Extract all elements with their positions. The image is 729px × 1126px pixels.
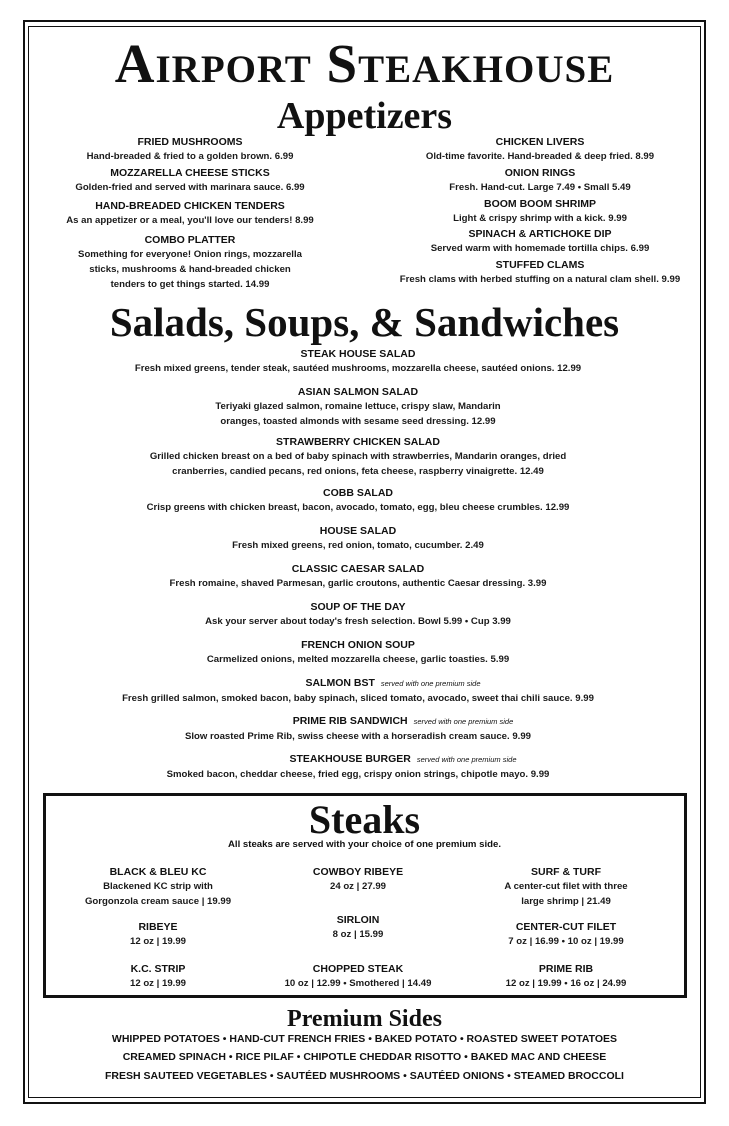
item-desc: Teriyaki glazed salmon, romaine lettuce, crispy slaw, Mandarin oranges, toasted almonds with sesame seed dressing. 12.99	[215, 401, 501, 427]
menu-item	[40, 600, 676, 629]
item-name: MOZZARELLA CHEESE STICKS	[110, 167, 270, 179]
item-desc: 12 oz | 19.99	[129, 936, 187, 947]
item-desc: Blackened KC strip with Gorgonzola cream sauce | 19.99	[84, 881, 232, 907]
appetizers-heading: Appetizers	[276, 95, 453, 137]
item-desc: Grilled chicken breast on a bed of baby spinach with strawberries, Mandarin oranges, dried cranberries, candied pecans, red onions, feta cheese, raspberry vinaigrette. 12.49	[149, 451, 567, 477]
item-note: served with one premium side	[416, 755, 517, 764]
sides-line: CREAMED SPINACH • RICE PILAF • CHIPOTLE CHEDDAR RISOTTO • BAKED MAC AND CHEESE	[122, 1051, 607, 1063]
menu-item	[40, 385, 676, 429]
menu-item	[375, 258, 705, 287]
menu-item	[466, 865, 666, 909]
item-desc: 10 oz | 12.99 • Smothered | 14.49	[284, 978, 432, 989]
menu-item	[40, 638, 676, 667]
item-name: CHICKEN LIVERS	[495, 136, 585, 148]
item-desc: Slow roasted Prime Rib, swiss cheese with a horseradish cream sauce. 9.99	[184, 731, 532, 742]
item-desc: Carmelized onions, melted mozzarella cheese, garlic toasties. 5.99	[206, 654, 510, 665]
menu-item	[58, 962, 258, 991]
menu-item	[40, 486, 676, 515]
item-desc: A center-cut filet with three large shrimp | 21.49	[504, 881, 628, 907]
item-name: STUFFED CLAMS	[495, 259, 585, 271]
item-name: COWBOY RIBEYE	[312, 866, 404, 878]
item-desc: Fresh romaine, shaved Parmesan, garlic croutons, authentic Caesar dressing. 3.99	[169, 578, 547, 589]
menu-item	[375, 166, 705, 195]
item-desc: Old-time favorite. Hand-breaded & deep fried. 8.99	[425, 151, 655, 162]
item-desc: Fresh grilled salmon, smoked bacon, baby spinach, sliced tomato, avocado, sweet thai chili sauce. 9.99	[122, 693, 594, 704]
item-note: served with one premium side	[413, 717, 514, 726]
sides-line: FRESH SAUTEED VEGETABLES • SAUTÉED MUSHROOMS • SAUTÉED ONIONS • STEAMED BROCCOLI	[105, 1070, 624, 1082]
item-name: SURF & TURF	[531, 866, 601, 878]
item-desc: Crisp greens with chicken breast, bacon, avocado, tomato, egg, bleu cheese crumbles. 12.99	[146, 502, 570, 513]
menu-item	[258, 962, 458, 991]
item-name: ASIAN SALMON SALAD	[297, 386, 419, 398]
item-desc: As an appetizer or a meal, you'll love our tenders! 8.99	[66, 215, 314, 226]
item-note: served with one premium side	[380, 679, 481, 688]
item-desc: Fresh mixed greens, tender steak, sautéed mushrooms, mozzarella cheese, sautéed onions. 12.99	[134, 363, 582, 374]
steaks-heading: Steaks	[308, 797, 421, 842]
item-desc: 24 oz | 27.99	[329, 881, 387, 892]
item-name: SIRLOIN	[336, 914, 380, 926]
item-name-row	[40, 676, 676, 691]
item-desc: Fresh. Hand-cut. Large 7.49 • Small 5.49	[449, 182, 631, 193]
item-desc: 8 oz | 15.99	[332, 929, 384, 940]
menu-item	[40, 676, 676, 706]
item-name: CLASSIC CAESAR SALAD	[291, 563, 425, 575]
item-name: COMBO PLATTER	[144, 234, 236, 246]
item-desc: Ask your server about today's fresh selection. Bowl 5.99 • Cup 3.99	[205, 616, 511, 627]
item-name: BLACK & BLEU KC	[109, 866, 207, 878]
item-name: STEAK HOUSE SALAD	[300, 348, 416, 360]
item-desc: Something for everyone! Onion rings, mozzarella sticks, mushrooms & hand-breaded chicken tenders to get things started. 14.99	[78, 249, 302, 290]
menu-item	[258, 913, 458, 942]
item-name: K.C. STRIP	[130, 963, 186, 975]
menu-item	[375, 197, 705, 226]
item-name: FRIED MUSHROOMS	[137, 136, 243, 148]
item-name: CHOPPED STEAK	[312, 963, 404, 975]
menu-item	[40, 562, 676, 591]
sides-line: WHIPPED POTATOES • HAND-CUT FRENCH FRIES • BAKED POTATO • ROASTED SWEET POTATOES	[111, 1033, 618, 1045]
menu-item	[40, 752, 676, 782]
item-name: PRIME RIB SANDWICH	[292, 715, 408, 727]
item-name: FRENCH ONION SOUP	[301, 639, 415, 651]
item-name: HAND-BREADED CHICKEN TENDERS	[95, 200, 285, 212]
item-desc: Light & crispy shrimp with a kick. 9.99	[453, 213, 627, 224]
menu-item	[258, 865, 458, 894]
item-name: HOUSE SALAD	[319, 525, 397, 537]
menu-item	[40, 166, 340, 195]
menu-item	[466, 962, 666, 991]
item-desc: Hand-breaded & fried to a golden brown. 6.99	[86, 151, 294, 162]
item-name: SPINACH & ARTICHOKE DIP	[468, 228, 612, 240]
menu-item	[40, 233, 340, 292]
menu-item	[40, 524, 676, 553]
menu-item	[466, 920, 666, 949]
menu-item	[58, 865, 258, 909]
item-name: SALMON BST	[305, 677, 375, 689]
item-desc: Fresh mixed greens, red onion, tomato, cucumber. 2.49	[232, 540, 484, 551]
sides-heading: Premium Sides	[287, 1006, 442, 1032]
item-name: PRIME RIB	[538, 963, 594, 975]
item-desc: 7 oz | 16.99 • 10 oz | 19.99	[508, 936, 624, 947]
item-desc: 12 oz | 19.99 • 16 oz | 24.99	[505, 978, 627, 989]
menu-item	[40, 435, 676, 479]
item-name: STEAKHOUSE BURGER	[289, 753, 411, 765]
menu-item	[40, 199, 340, 228]
restaurant-title: Airport Steakhouse	[114, 33, 615, 94]
steaks-subtitle: All steaks are served with your choice of one premium side.	[228, 839, 501, 850]
menu-item	[40, 135, 340, 164]
item-name: ONION RINGS	[504, 167, 576, 179]
item-name: RIBEYE	[138, 921, 178, 933]
salads-heading: Salads, Soups, & Sandwiches	[109, 299, 620, 345]
menu-item	[40, 714, 676, 744]
menu-item	[375, 135, 705, 164]
menu-item	[375, 227, 705, 256]
item-name: SOUP OF THE DAY	[310, 601, 406, 613]
item-desc: Golden-fried and served with marinara sauce. 6.99	[75, 182, 305, 193]
menu-item	[40, 347, 676, 376]
item-name: CENTER-CUT FILET	[515, 921, 617, 933]
item-name: COBB SALAD	[323, 487, 393, 499]
item-desc: 12 oz | 19.99	[129, 978, 187, 989]
menu-item	[58, 920, 258, 949]
item-name: BOOM BOOM SHRIMP	[484, 198, 596, 210]
item-desc: Served warm with homemade tortilla chips. 6.99	[430, 243, 650, 254]
item-desc: Smoked bacon, cheddar cheese, fried egg, crispy onion strings, chipotle mayo. 9.99	[166, 769, 550, 780]
item-name-row	[40, 752, 676, 767]
item-desc: Fresh clams with herbed stuffing on a natural clam shell. 9.99	[399, 274, 681, 285]
item-name-row	[40, 714, 676, 729]
item-name: STRAWBERRY CHICKEN SALAD	[276, 436, 440, 448]
